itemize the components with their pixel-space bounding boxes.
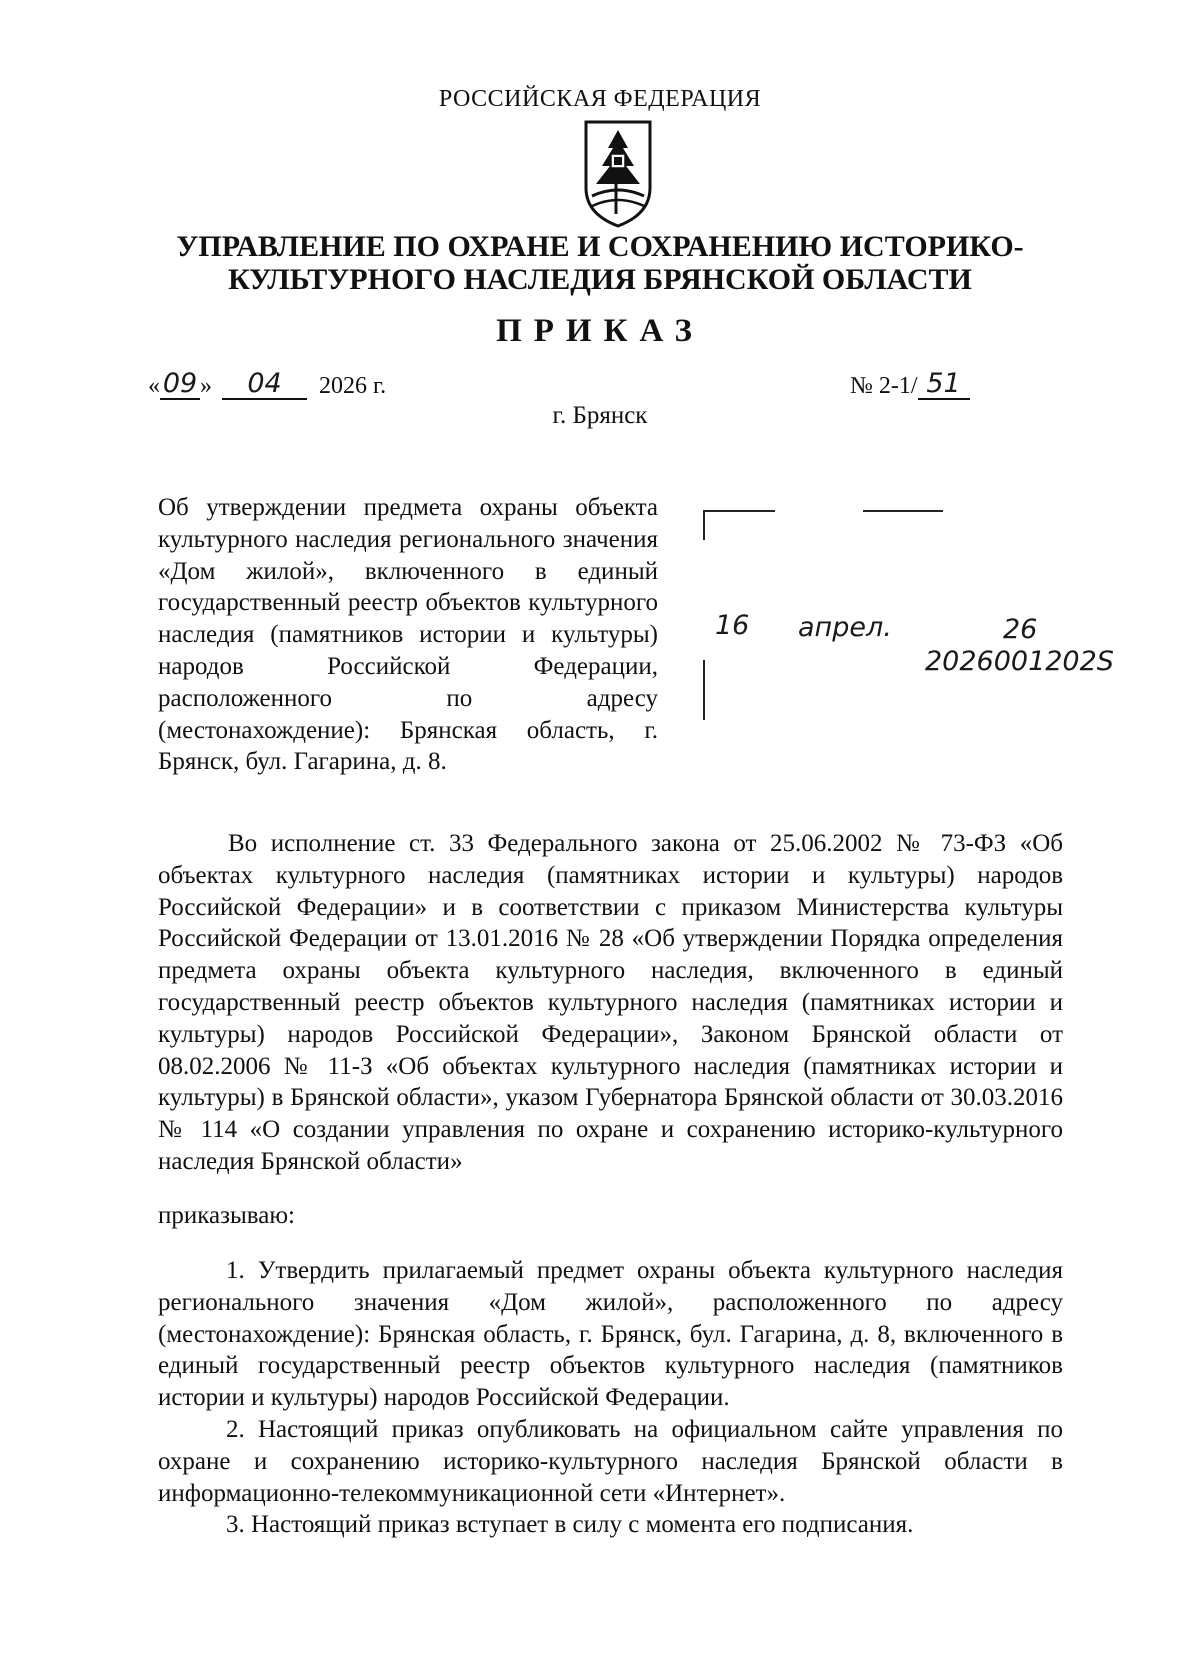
registration-stamp xyxy=(703,510,1123,730)
preamble-block xyxy=(158,828,1063,1178)
stamp-top-rule xyxy=(863,510,943,512)
order-items xyxy=(158,1255,1063,1541)
order-subject: Об утверждении предмета охраны объекта культурного наследия регионального значения «Дом жилой», включенного в единый государственный реестр объектов культурного наследия (памятников истории и культуры) народов Российской Федерации, расположенного по адресу (местонахождение): Брянская область, г. Брянск, бул. Гагарина, д. 8. xyxy=(158,494,658,776)
stamp-month: апрел. xyxy=(798,612,892,643)
stamp-registration-number: 2026001202S xyxy=(925,646,1114,677)
order-number-value: 51 xyxy=(918,370,970,400)
stamp-corner-bottom-left xyxy=(703,660,705,720)
date-open-quote: « xyxy=(148,373,160,399)
agency-name xyxy=(150,230,1050,296)
date-close-quote: » xyxy=(200,373,212,399)
document-type: ПРИКАЗ xyxy=(496,313,704,349)
preamble-paragraph: Во исполнение ст. 33 Федерального закона от 25.06.2002 № 73-ФЗ «Об объектах культурного наследия (памятниках истории и культуры) народов Российской Федерации» и в соответствии с приказом Министерства культуры Российской Федерации от 13.01.2016 № 28 «Об утверждении Порядка определения предмета охраны объекта культурного наследия, включенного в единый государственный реестр объектов культурного наследия (памятниках истории и культуры) народов Российской Федерации», Законом Брянской области от 08.02.2006 № 11-З «Об объектах культурного наследия (памятниках истории и культуры) в Брянской области», указом Губернатора Брянской области от 30.03.2016 № 114 «О создании управления по охране и сохранению историко-культурного наследия Брянской области» xyxy=(158,830,1063,1175)
stamp-year: 26 xyxy=(1003,614,1038,645)
date-month: 04 xyxy=(222,370,307,400)
agency-line-1: УПРАВЛЕНИЕ ПО ОХРАНЕ И СОХРАНЕНИЮ ИСТОРИКО- xyxy=(176,230,1024,263)
order-item-1: 1. Утвердить прилагаемый предмет охраны объекта культурного наследия регионального значения «Дом жилой», расположенного по адресу (местонахождение): Брянская область, г. Брянск, бул. Гагарина, д. 8, включенного в единый государственный реестр объектов культурного наследия (памятников истории и культуры) народов Российской Федерации. xyxy=(158,1257,1063,1412)
stamp-corner-top-left xyxy=(703,510,775,540)
order-date xyxy=(148,370,386,400)
agency-line-2: КУЛЬТУРНОГО НАСЛЕДИЯ БРЯНСКОЙ ОБЛАСТИ xyxy=(228,263,972,296)
date-year: 2026 г. xyxy=(319,373,387,399)
order-item-2: 2. Настоящий приказ опубликовать на официальном сайте управления по охране и сохранению историко-культурного наследия Брянской области в информационно-телекоммуникационной сети «Интернет». xyxy=(158,1415,1063,1507)
country-name: РОССИЙСКАЯ ФЕДЕРАЦИЯ xyxy=(438,86,762,112)
city-name: г. Брянск xyxy=(552,402,648,429)
order-number xyxy=(850,370,970,400)
order-item-3: 3. Настоящий приказ вступает в силу с момента его подписания. xyxy=(226,1511,914,1539)
order-number-prefix: № 2-1/ xyxy=(850,373,918,399)
coat-of-arms-icon xyxy=(582,118,654,230)
decree-word: приказываю: xyxy=(158,1202,295,1229)
stamp-day: 16 xyxy=(715,610,750,641)
date-day: 09 xyxy=(160,370,200,400)
